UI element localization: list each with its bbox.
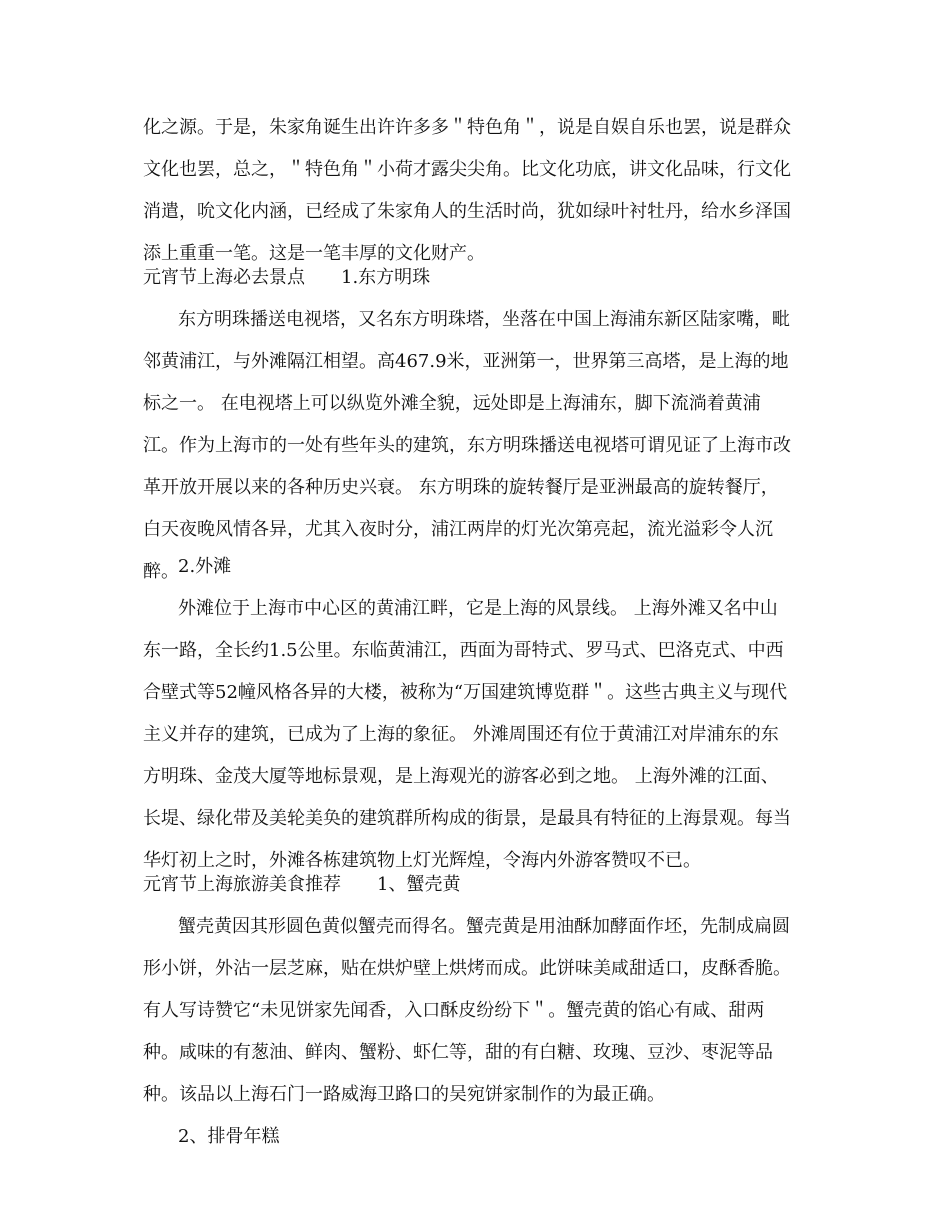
text-line: 醉。 <box>143 561 179 582</box>
text-line: 革开放开展以来的各种历史兴衰。 东方明珠的旋转餐厅是亚洲最高的旋转餐厅， <box>143 477 779 498</box>
text-line: 主义并存的建筑，已成为了上海的象征。 外滩周围还有位于黄浦江对岸浦东的东 <box>143 724 779 745</box>
text-line: 添上重重一笔。这是一笔丰厚的文化财产。 <box>143 243 485 264</box>
text-line: 标之一。 在电视塔上可以纵览外滩全貌，远处即是上海浦东，脚下流淌着黄浦 <box>143 393 761 414</box>
text-line: 东一路，全长约1.5公里。东临黄浦江，西面为哥特式、罗马式、巴洛克式、中西 <box>143 640 784 661</box>
text-line: 化之源。于是，朱家角诞生出许许多多＂特色角＂，说是自娱自乐也罢，说是群众 <box>143 117 791 138</box>
heading-item: 1.东方明珠 <box>341 267 431 288</box>
subheading-bund: 2.外滩 <box>178 556 232 577</box>
text-line: 文化也罢，总之，＂特色角＂小荷才露尖尖角。比文化功底，讲文化品味，行文化 <box>143 159 791 180</box>
text-line: 种。咸味的有葱油、鲜肉、蟹粉、虾仁等，甜的有白糖、玫瑰、豆沙、枣泥等品 <box>143 1042 773 1063</box>
text-line: 种。该品以上海石门一路威海卫路口的吴宛饼家制作的为最正确。 <box>143 1084 665 1105</box>
text-line: 外滩位于上海市中心区的黄浦江畔，它是上海的风景线。 上海外滩又名中山 <box>178 598 778 619</box>
text-line: 邻黄浦江，与外滩隔江相望。高467.9米，亚洲第一，世界第三高塔，是上海的地 <box>143 351 789 372</box>
section-heading-attractions <box>143 261 823 295</box>
heading-item: 1、蟹壳黄 <box>377 874 461 895</box>
text-line: 长堤、绿化带及美轮美奂的建筑群所构成的街景，是最具有特征的上海景观。每当 <box>143 808 791 829</box>
text-line: 消遣，吮文化内涵，已经成了朱家角人的生活时尚，犹如绿叶衬牡丹，给水乡泽国 <box>143 201 791 222</box>
text-line: 有人写诗赞它“未见饼家先闻香，入口酥皮纷纷下＂。蟹壳黄的馅心有咸、甜两 <box>143 1000 765 1021</box>
heading-title: 元宵节上海旅游美食推荐 <box>143 874 341 895</box>
subheading-pork-rib-rice-cake: 2、排骨年糕 <box>178 1126 280 1147</box>
text-line: 东方明珠播送电视塔，又名东方明珠塔，坐落在中国上海浦东新区陆家嘴，毗 <box>178 309 790 330</box>
section-heading-food <box>143 868 823 902</box>
heading-title: 元宵节上海必去景点 <box>143 267 305 288</box>
text-line: 形小饼，外沾一层芝麻，贴在烘炉壁上烘烤而成。此饼味美咸甜适口，皮酥香脆。 <box>143 958 791 979</box>
text-line: 江。作为上海市的一处有些年头的建筑，东方明珠播送电视塔可谓见证了上海市改 <box>143 435 791 456</box>
text-line: 方明珠、金茂大厦等地标景观，是上海观光的游客必到之地。 上海外滩的江面、 <box>143 766 779 787</box>
text-line: 合壁式等52幢风格各异的大楼，被称为“万国建筑博览群＂。这些古典主义与现代 <box>143 682 788 703</box>
text-line: 华灯初上之时，外滩各栋建筑物上灯光辉煌，令海内外游客赞叹不已。 <box>143 850 701 871</box>
text-line: 白天夜晚风情各异，尤其入夜时分，浦江两岸的灯光次第亮起，流光溢彩令人沉 <box>143 519 773 540</box>
text-line: 蟹壳黄因其形圆色黄似蟹壳而得名。蟹壳黄是用油酥加酵面作坯，先制成扁圆 <box>178 916 790 937</box>
